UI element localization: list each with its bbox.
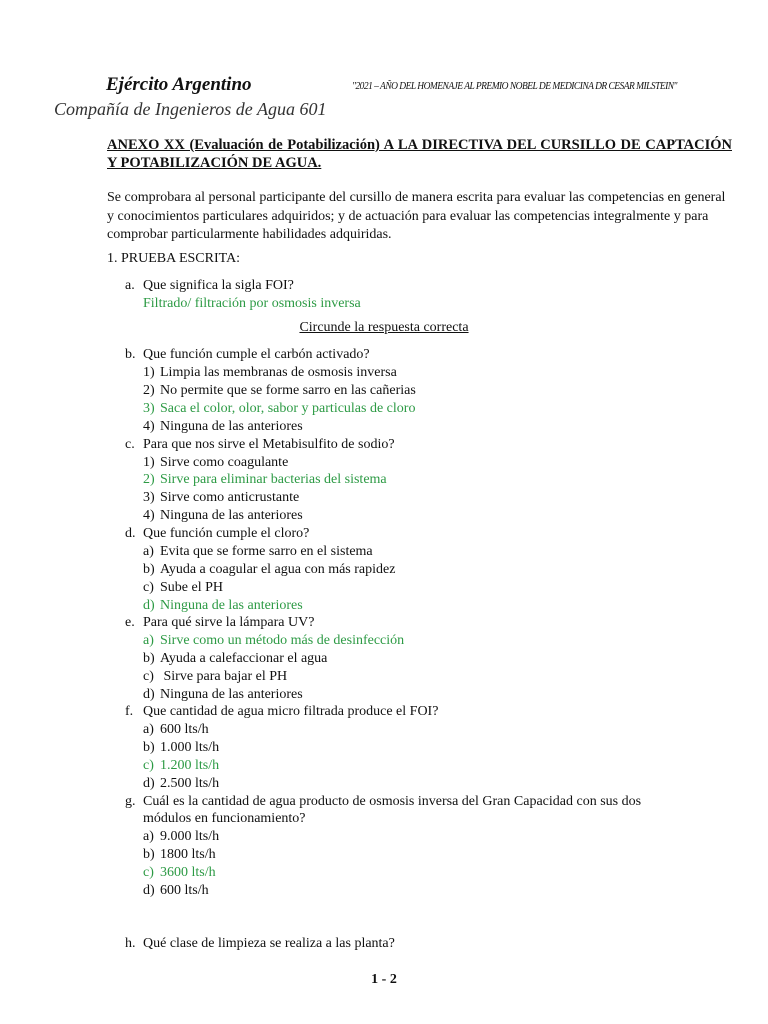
question-text: Qué clase de limpieza se realiza a las planta? bbox=[143, 936, 395, 951]
option-text: Evita que se forme sarro en el sistema bbox=[160, 544, 373, 559]
question-text: Que función cumple el cloro? bbox=[143, 526, 310, 541]
correct-option-text: Saca el color, olor, sabor y particulas de cloro bbox=[160, 401, 416, 416]
answer-text: Filtrado/ filtración por osmosis inversa bbox=[143, 296, 361, 311]
question-text: Cuál es la cantidad de agua producto de osmosis inversa del Gran Capacidad con sus dos bbox=[143, 794, 642, 809]
question-label: b. bbox=[125, 347, 136, 362]
option-label: a) bbox=[143, 829, 154, 844]
option-label: 4) bbox=[143, 419, 155, 434]
correct-option-text: Sirve para eliminar bacterias del sistema bbox=[160, 472, 387, 487]
option-label: c) bbox=[143, 580, 154, 595]
annex-title: ANEXO XX (Evaluación de Potabilización) A LA DIRECTIVA DEL CURSILLO DE CAPTACIÓN Y POTABILIZACIÓN DE AGUA. bbox=[107, 137, 732, 171]
option-text: 1.000 lts/h bbox=[160, 740, 220, 755]
question-label: a. bbox=[125, 278, 135, 293]
correct-option-label: 2) bbox=[143, 472, 155, 487]
question-text: Que cantidad de agua micro filtrada produce el FOI? bbox=[143, 704, 439, 719]
company-name: Compañía de Ingenieros de Agua 601 bbox=[54, 99, 327, 119]
question-label: g. bbox=[125, 794, 136, 809]
option-text: Sube el PH bbox=[160, 580, 223, 595]
question-label: d. bbox=[125, 526, 136, 541]
option-text: Ninguna de las anteriores bbox=[160, 508, 303, 523]
option-label: b) bbox=[143, 740, 155, 755]
question-label: h. bbox=[125, 936, 136, 951]
option-label: d) bbox=[143, 687, 155, 702]
correct-option-text: 1.200 lts/h bbox=[160, 758, 220, 773]
option-text: Ninguna de las anteriores bbox=[160, 687, 303, 702]
option-label: c) bbox=[143, 669, 154, 684]
option-label: a) bbox=[143, 544, 154, 559]
option-text: Ayuda a calefaccionar el agua bbox=[160, 651, 328, 666]
correct-option-text: Sirve como un método más de desinfección bbox=[160, 633, 405, 648]
correct-option-label: d) bbox=[143, 598, 155, 613]
option-text: 9.000 lts/h bbox=[160, 829, 220, 844]
page-number: 1 - 2 bbox=[371, 972, 397, 987]
option-label: b) bbox=[143, 651, 155, 666]
year-motto: "2021 – AÑO DEL HOMENAJE AL PREMIO NOBEL DE MEDICINA DR CESAR MILSTEIN" bbox=[352, 80, 677, 92]
option-label: 1) bbox=[143, 365, 155, 380]
org-name: Ejército Argentino bbox=[106, 74, 252, 95]
option-text: Limpia las membranas de osmosis inversa bbox=[160, 365, 397, 380]
intro-paragraph: Se comprobara al personal participante del cursillo de manera escrita para evaluar las competencias en general y conocimientos particulares adquiridos; y de actuación para evaluar las competencias integralmente y para comprobar particularmente habilidades adquiridas. bbox=[107, 190, 726, 243]
option-text: Ayuda a coagular el agua con más rapidez bbox=[160, 562, 396, 577]
option-text: Sirve como anticrustante bbox=[160, 490, 300, 505]
option-label: 3) bbox=[143, 490, 155, 505]
option-text: 2.500 lts/h bbox=[160, 776, 220, 791]
option-label: b) bbox=[143, 847, 155, 862]
correct-option-text: Ninguna de las anteriores bbox=[160, 598, 303, 613]
question-label: e. bbox=[125, 615, 135, 630]
correct-option-label: c) bbox=[143, 865, 154, 880]
option-text: Sirve como coagulante bbox=[160, 455, 289, 470]
question-text: Que significa la sigla FOI? bbox=[143, 278, 294, 293]
correct-option-label: a) bbox=[143, 633, 154, 648]
option-label: d) bbox=[143, 883, 155, 898]
option-text: Sirve para bajar el PH bbox=[160, 669, 288, 684]
question-text: Que función cumple el carbón activado? bbox=[143, 347, 370, 362]
correct-option-text: 3600 lts/h bbox=[160, 865, 216, 880]
question-text-continued: módulos en funcionamiento? bbox=[143, 811, 306, 826]
section-heading: 1. PRUEBA ESCRITA: bbox=[107, 251, 241, 266]
instruction: Circunde la respuesta correcta bbox=[299, 320, 469, 335]
option-text: 600 lts/h bbox=[160, 883, 209, 898]
question-label: c. bbox=[125, 437, 135, 452]
option-label: b) bbox=[143, 562, 155, 577]
option-label: 1) bbox=[143, 455, 155, 470]
option-label: a) bbox=[143, 722, 154, 737]
option-text: 600 lts/h bbox=[160, 722, 209, 737]
question-label: f. bbox=[125, 704, 134, 719]
option-text: No permite que se forme sarro en las cañerias bbox=[160, 383, 416, 398]
correct-option-label: 3) bbox=[143, 401, 155, 416]
option-label: 4) bbox=[143, 508, 155, 523]
option-text: Ninguna de las anteriores bbox=[160, 419, 303, 434]
question-text: Para qué sirve la lámpara UV? bbox=[143, 615, 315, 630]
option-label: 2) bbox=[143, 383, 155, 398]
correct-option-label: c) bbox=[143, 758, 154, 773]
question-text: Para que nos sirve el Metabisulfito de sodio? bbox=[143, 437, 395, 452]
option-label: d) bbox=[143, 776, 155, 791]
option-text: 1800 lts/h bbox=[160, 847, 216, 862]
